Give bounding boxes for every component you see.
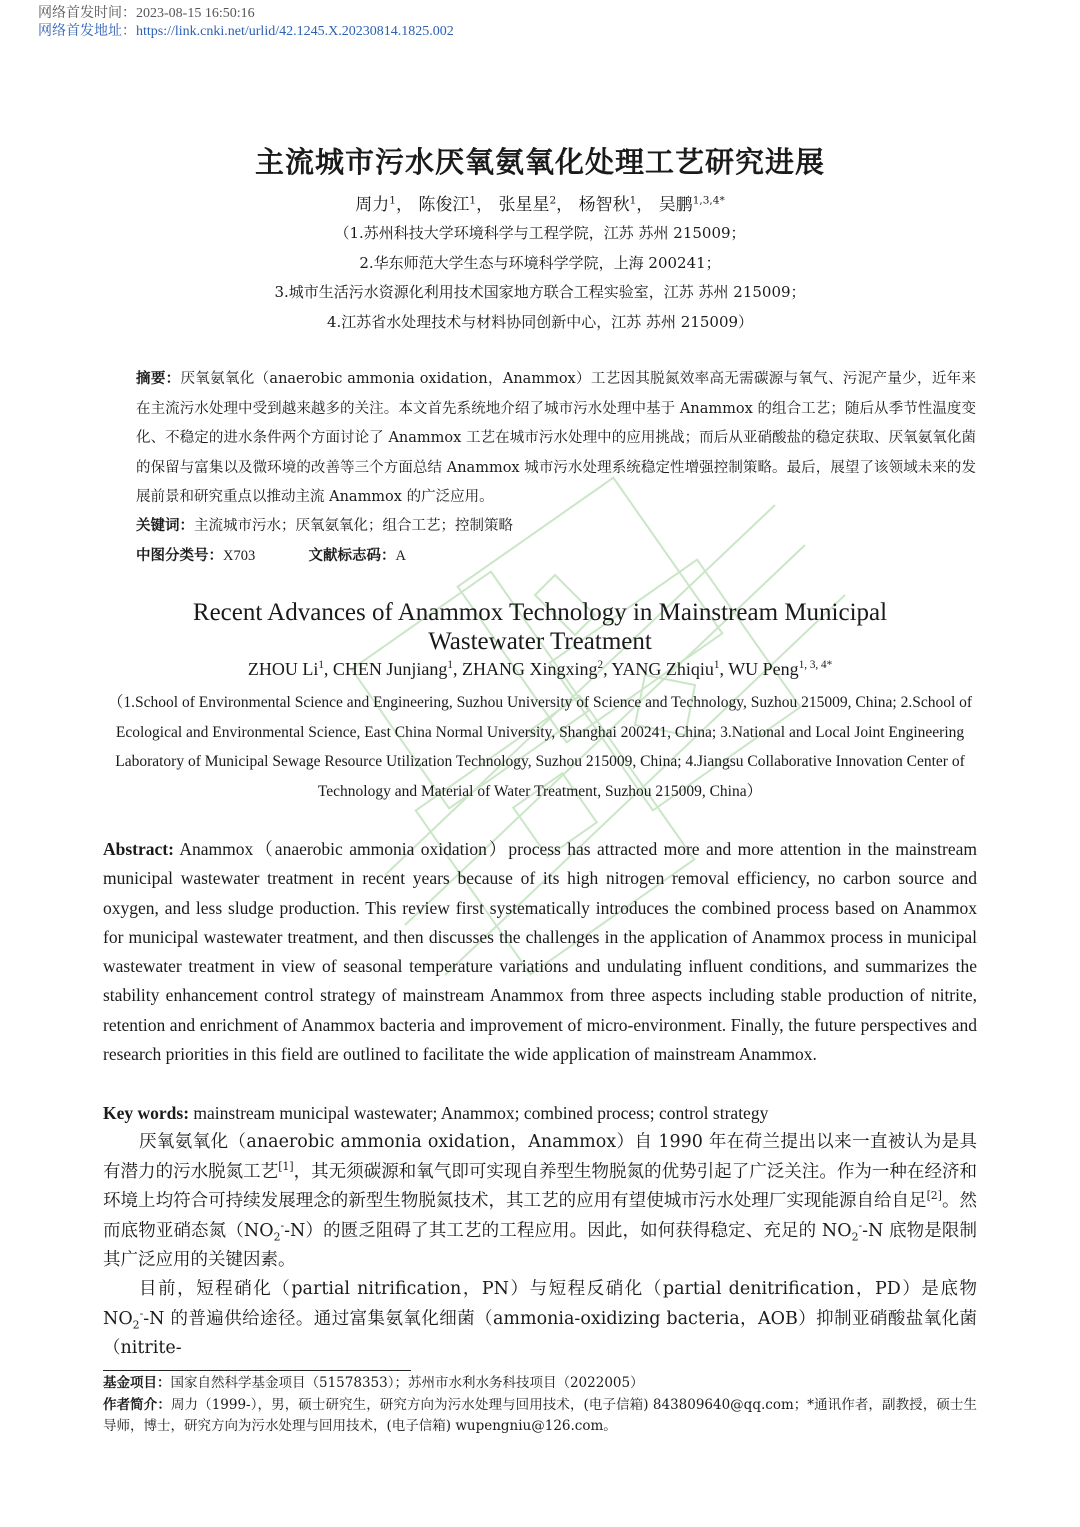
author-en: ZHOU Li — [247, 659, 319, 679]
fund-label: 基金项目： — [103, 1375, 171, 1391]
abstract-en-text: Anammox（anaerobic ammonia oxidation）process has attracted more and more attention in the mainstream municipal wastewater treatment in recent years because of its high nitrogen removal efficiency, no carbon source and oxygen, and less sludge production. This review first systematically introduces the combined process based on Anammox for municipal wastewater treatment, and then discusses the challenges in the application of Anammox process in municipal wastewater treatment in view of seasonal temperature variations and undulating influent conditions, and summarizes the stability enhancement control strategy of mainstream Anammox from three aspects including stable production of nitrite, retention and enrichment of Anammox bacteria and improvement of micro-environment. Finally, the future perspectives and research priorities in this field are outlined to facilitate the wide application of mainstream Anammox. — [103, 839, 977, 1065]
authors-chinese: 周力$^1$， 陈俊江$^1$， 张星星$^2$， 杨智秋$^1$， 吴鹏$^{1,3,4*}$ — [355, 194, 725, 215]
affiliation-cn-3: 3.城市生活污水资源化利用技术国家地方联合工程实验室，江苏 苏州 215009； — [274, 283, 806, 301]
abstract-cn-label: 摘要： — [136, 370, 181, 387]
publish-time-value: 2023-08-15 16:50:16 — [136, 6, 255, 21]
authors-english: ZHOU Li$^1$, CHEN Junjiang$^1$, ZHANG Xingxing$^2$, YANG Zhiqiu$^1$, WU Peng$^{1, 3, 4*}$ — [247, 659, 833, 679]
publish-time-line — [38, 4, 255, 23]
author-en: WU Peng — [728, 659, 799, 679]
title-english-line-1: Recent Advances of Anammox Technology in Mainstream Municipal — [192, 599, 888, 626]
body-paragraph-1: 厌氧氨氧化（anaerobic ammonia oxidation，Anammox）自 1990 年在荷兰提出以来一直被认为是具有潜力的污水脱氮工艺[1]，其无须碳源和氧气即可实现自养型生物脱氮的优势引起了广泛关注。作为一种在经济和环境上均符合可持续发展理念的新型生物脱氮技术，其工艺的应用有望使城市污水处理厂实现能源自给自足[2]。然而底物亚硝态氮$(NO_2^--N)$的匮乏阻碍了其工艺的工程应用。因此，如何获得稳定、充足的 $NO_2^--N$ 底物是限制其广泛应用的关键因素。 — [103, 1132, 978, 1270]
abstract-english — [103, 835, 977, 1069]
doc-code-value: A — [395, 548, 406, 564]
clc-label: 中图分类号： — [136, 547, 223, 564]
publish-url-line — [38, 22, 454, 41]
publish-time-label: 网络首发时间： — [38, 5, 136, 21]
author-cn: 吴鹏 — [658, 195, 693, 215]
abstract-cn-text: 厌氧氨氧化（anaerobic ammonia oxidation，Anammox）工艺因其脱氮效率高无需碳源与氧气、污泥产量少，近年来在主流污水处理中受到越来越多的关注。本文首先系统地介绍了城市污水处理中基于 Anammox 的组合工艺；随后从季节性温度变化、不稳定的进水条件两个方面讨论了 Anammox 工艺在城市污水处理中的应用挑战；而后从亚硝酸盐的稳定获取、厌氧氨氧化菌的保留与富集以及微环境的改善等三个方面总结 Anammox 城市污水处理系统稳定性增强控制策略。最后，展望了该领域未来的发展前景和研究重点以推动主流 Anammox 的广泛应用。 — [136, 371, 976, 505]
affiliation-cn-1: （1.苏州科技大学环境科学与工程学院，江苏 苏州 215009； — [334, 224, 746, 242]
author-en: YANG Zhiqiu — [611, 659, 714, 679]
author-cn: 周力 — [355, 195, 390, 215]
affiliation-cn-4: 4.江苏省水处理技术与材料协同创新中心，江苏 苏州 215009） — [326, 313, 754, 331]
title-english — [0, 598, 1080, 656]
keywords-cn-label: 关键词： — [136, 517, 194, 534]
footnote-divider — [103, 1370, 411, 1371]
publish-url-label: 网络首发地址： — [38, 24, 136, 39]
body-paragraph-2: 目前，短程硝化（partial nitrification，PN）与短程反硝化（partial denitrification，PD）是底物 $NO_2^--N$ 的普遍供给途径。通过富集氨氧化细菌（ammonia-oxidizing bacteria，AOB）抑制亚硝酸盐氧化菌（nitrite- — [103, 1279, 977, 1358]
author-cn: 张星星 — [498, 195, 550, 215]
author-cn: 杨智秋 — [578, 195, 630, 215]
footnote-author — [103, 1395, 977, 1437]
doc-code-label: 文献标志码： — [308, 547, 396, 564]
keywords-en-label: Key words: — [103, 1103, 190, 1123]
affiliation-cn-2: 2.华东师范大学生态与环境科学学院，上海 200241； — [359, 254, 721, 272]
fund-text: 国家自然科学基金项目（51578353）；苏州市水利水务科技项目（2022005） — [170, 1375, 644, 1391]
author-en: ZHANG Xingxing — [462, 659, 598, 679]
footnote-fund — [103, 1373, 977, 1394]
keywords-en-text: mainstream municipal wastewater; Anammox; combined process; control strategy — [193, 1103, 769, 1123]
publish-url-link[interactable]: https://link.cnki.net/urlid/42.1245.X.20230814.1825.002 — [136, 24, 454, 39]
abstract-en-label: Abstract: — [103, 839, 174, 859]
author-cn: 陈俊江 — [418, 195, 470, 215]
classification-line — [136, 541, 976, 572]
title-english-line-2: Wastewater Treatment — [428, 628, 652, 655]
keywords-chinese — [136, 511, 976, 542]
author-bio-label: 作者简介： — [103, 1397, 171, 1413]
citation-1: [1] — [278, 1159, 294, 1173]
affiliations-english: （1.School of Environmental Science and Engineering, Suzhou University of Science and Technology, Suzhou 215009, China; 2.School of Ecological and Environmental Science, East China Normal University, Shanghai 200241, China; 3.National and Local Joint Engineering Laboratory of Municipal Sewage Resource Utilization Technology, Suzhou 215009, China; 4.Jiangsu Collaborative Innovation Center of Technology and Material of Water Treatment, Suzhou 215009, China） — [107, 694, 973, 800]
citation-2: [2] — [926, 1189, 942, 1203]
title-chinese: 主流城市污水厌氧氨氧化处理工艺研究进展 — [254, 145, 825, 179]
keywords-cn-text: 主流城市污水；厌氧氨氧化；组合工艺；控制策略 — [194, 518, 513, 534]
keywords-english — [103, 1099, 977, 1128]
abstract-chinese — [136, 364, 976, 513]
clc-value: X703 — [223, 548, 256, 564]
author-bio-text: 周力（1999-），男，硕士研究生，研究方向为污水处理与回用技术，(电子信箱) 843809640@qq.com；*通讯作者，副教授，硕士生导师，博士，研究方向为污水处理与回用技术，(电子信箱) wupengniu@126.com。 — [103, 1397, 978, 1434]
author-en: CHEN Junjiang — [332, 659, 448, 679]
